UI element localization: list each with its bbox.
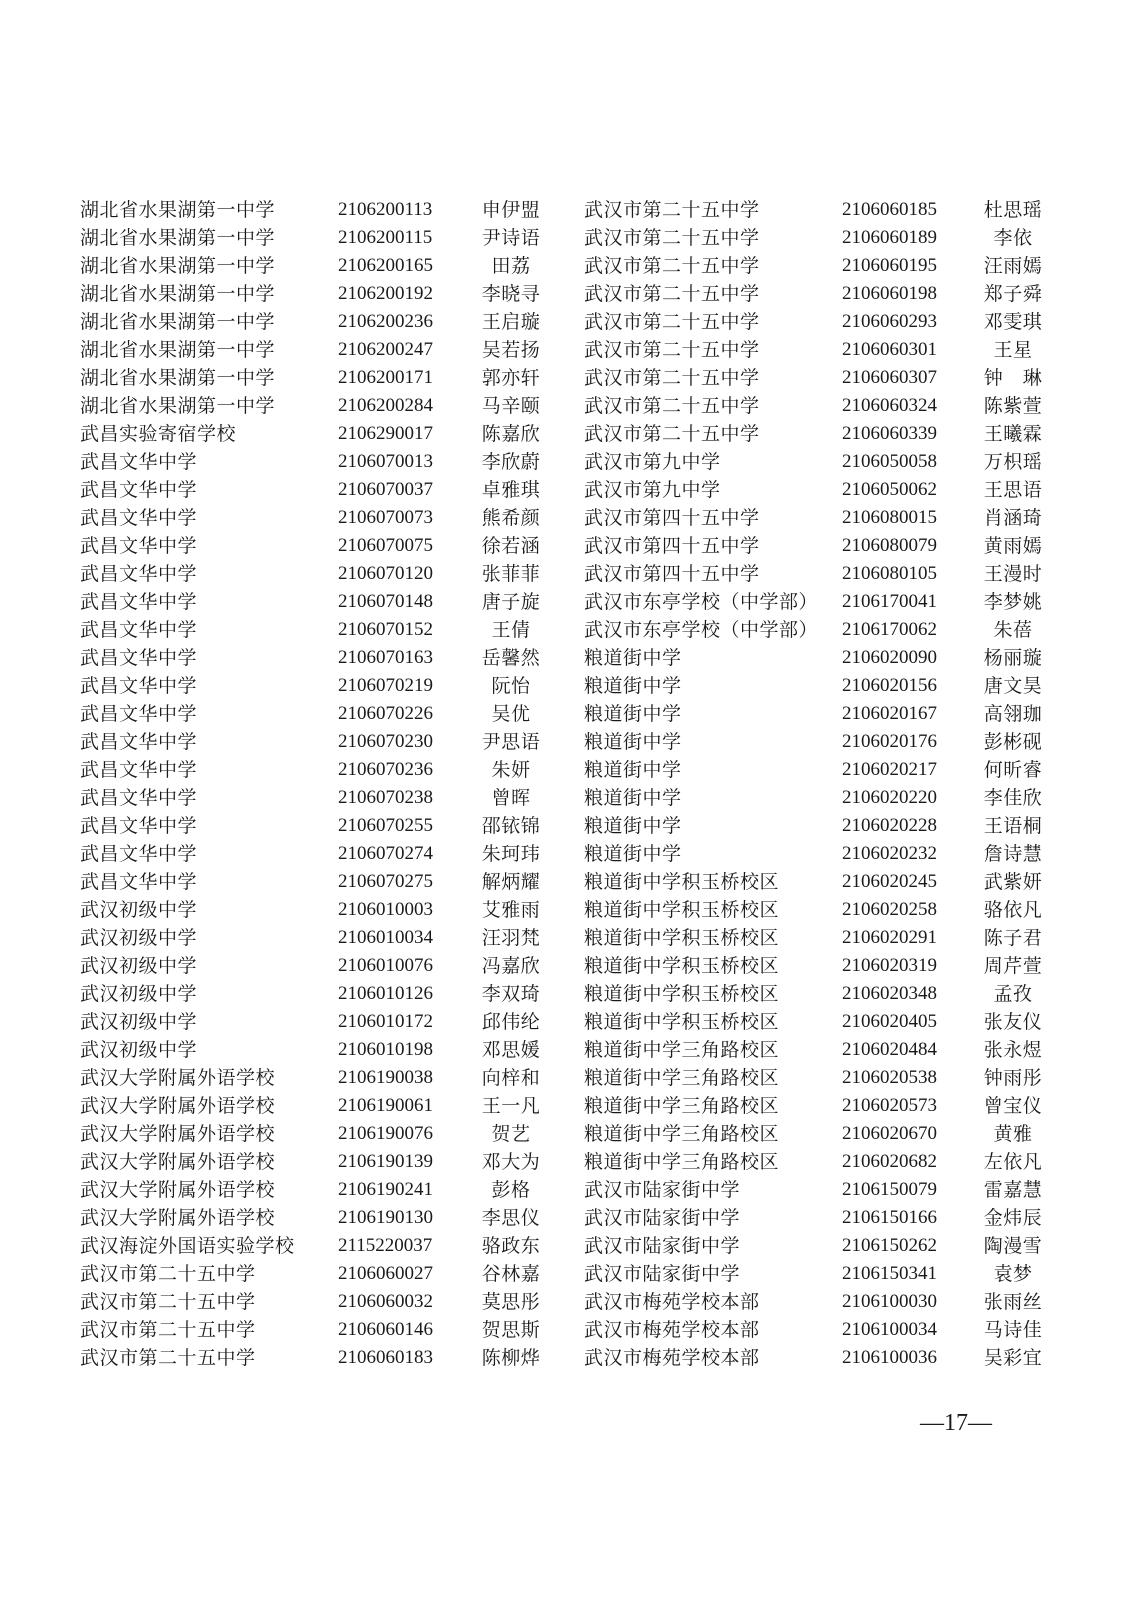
table-row xyxy=(0,1260,1131,1288)
table-row xyxy=(0,1288,1131,1316)
student-id-right: 2106020573 xyxy=(842,1095,937,1116)
student-name-left: 冯嘉欣 xyxy=(481,955,541,977)
school-name-right: 粮道街中学积玉桥校区 xyxy=(584,1011,780,1033)
student-name-left: 尹诗语 xyxy=(481,227,541,249)
student-name-right: 邓雯琪 xyxy=(983,311,1043,333)
student-id-left: 2106190139 xyxy=(338,1151,433,1172)
student-name-left: 邱伟纶 xyxy=(481,1011,541,1033)
student-name-left: 朱珂玮 xyxy=(481,843,541,865)
school-name-left: 武昌文华中学 xyxy=(80,535,198,557)
school-name-right: 粮道街中学积玉桥校区 xyxy=(584,871,780,893)
table-row xyxy=(0,420,1131,448)
student-id-left: 2106190241 xyxy=(338,1179,433,1200)
student-name-left: 邵铱锦 xyxy=(481,815,541,837)
school-name-left: 武汉初级中学 xyxy=(80,899,198,921)
table-row xyxy=(0,252,1131,280)
student-id-left: 2106070219 xyxy=(338,675,433,696)
school-name-right: 武汉市陆家街中学 xyxy=(584,1263,741,1285)
school-name-left: 武汉大学附属外语学校 xyxy=(80,1151,276,1173)
student-name-right: 钟 琳 xyxy=(983,367,1043,389)
student-id-right: 2106020258 xyxy=(842,899,937,920)
table-row xyxy=(0,588,1131,616)
student-id-left: 2106070275 xyxy=(338,871,433,892)
student-id-right: 2106020538 xyxy=(842,1067,937,1088)
student-name-right: 郑子舜 xyxy=(983,283,1043,305)
student-id-left: 2106070238 xyxy=(338,787,433,808)
table-row xyxy=(0,280,1131,308)
school-name-right: 武汉市第四十五中学 xyxy=(584,563,760,585)
student-name-left: 申伊盟 xyxy=(481,199,541,221)
table-row xyxy=(0,1232,1131,1260)
student-name-right: 曾宝仪 xyxy=(983,1095,1043,1117)
student-id-left: 2106290017 xyxy=(338,423,433,444)
student-id-right: 2106060339 xyxy=(842,423,937,444)
student-id-left: 2106190130 xyxy=(338,1207,433,1228)
student-name-right: 李梦姚 xyxy=(983,591,1043,613)
student-name-left: 贺思斯 xyxy=(481,1319,541,1341)
school-name-right: 武汉市第九中学 xyxy=(584,479,721,501)
school-name-left: 武昌文华中学 xyxy=(80,731,198,753)
table-row xyxy=(0,1344,1131,1372)
student-name-right: 钟雨彤 xyxy=(983,1067,1043,1089)
school-name-left: 湖北省水果湖第一中学 xyxy=(80,255,276,277)
student-name-right: 孟孜 xyxy=(993,983,1033,1005)
school-name-right: 武汉市梅苑学校本部 xyxy=(584,1347,760,1369)
school-name-left: 武昌文华中学 xyxy=(80,787,198,809)
page-number: —17— xyxy=(920,1410,992,1436)
school-name-left: 武汉大学附属外语学校 xyxy=(80,1095,276,1117)
school-name-right: 武汉市梅苑学校本部 xyxy=(584,1291,760,1313)
student-name-left: 吴若扬 xyxy=(481,339,541,361)
table-row xyxy=(0,1120,1131,1148)
student-name-right: 杨丽璇 xyxy=(983,647,1043,669)
school-name-right: 粮道街中学 xyxy=(584,787,682,809)
table-row xyxy=(0,336,1131,364)
student-id-right: 2106060189 xyxy=(842,227,937,248)
student-name-right: 何昕睿 xyxy=(983,759,1043,781)
student-id-right: 2106150341 xyxy=(842,1263,937,1284)
school-name-left: 武汉初级中学 xyxy=(80,927,198,949)
table-row xyxy=(0,196,1131,224)
student-name-left: 艾雅雨 xyxy=(481,899,541,921)
student-id-left: 2106070152 xyxy=(338,619,433,640)
student-id-right: 2106050058 xyxy=(842,451,937,472)
student-name-right: 武紫妍 xyxy=(983,871,1043,893)
student-id-left: 2106060027 xyxy=(338,1263,433,1284)
student-name-left: 朱妍 xyxy=(491,759,531,781)
school-name-left: 湖北省水果湖第一中学 xyxy=(80,367,276,389)
student-id-right: 2106020291 xyxy=(842,927,937,948)
table-row xyxy=(0,224,1131,252)
school-name-left: 武汉海淀外国语实验学校 xyxy=(80,1235,295,1257)
student-name-right: 汪雨嫣 xyxy=(983,255,1043,277)
student-id-left: 2106200192 xyxy=(338,283,433,304)
student-name-right: 袁梦 xyxy=(993,1263,1033,1285)
school-name-left: 武昌文华中学 xyxy=(80,759,198,781)
school-name-right: 武汉市第二十五中学 xyxy=(584,395,760,417)
student-id-right: 2106060198 xyxy=(842,283,937,304)
table-row xyxy=(0,1316,1131,1344)
student-name-right: 金炜辰 xyxy=(983,1207,1043,1229)
student-name-left: 曾晖 xyxy=(491,787,531,809)
school-name-right: 粮道街中学 xyxy=(584,815,682,837)
student-id-left: 2106200165 xyxy=(338,255,433,276)
student-id-right: 2106020245 xyxy=(842,871,937,892)
student-name-right: 骆依凡 xyxy=(983,899,1043,921)
student-id-left: 2106060032 xyxy=(338,1291,433,1312)
school-name-left: 湖北省水果湖第一中学 xyxy=(80,227,276,249)
school-name-left: 湖北省水果湖第一中学 xyxy=(80,339,276,361)
student-id-right: 2106020348 xyxy=(842,983,937,1004)
school-name-right: 武汉市第二十五中学 xyxy=(584,227,760,249)
table-row xyxy=(0,868,1131,896)
school-name-left: 武昌文华中学 xyxy=(80,591,198,613)
student-id-left: 2106010198 xyxy=(338,1039,433,1060)
student-id-right: 2106050062 xyxy=(842,479,937,500)
student-name-left: 王启璇 xyxy=(481,311,541,333)
school-name-right: 武汉市第二十五中学 xyxy=(584,283,760,305)
school-name-left: 武昌文华中学 xyxy=(80,647,198,669)
student-name-right: 彭彬砚 xyxy=(983,731,1043,753)
student-id-left: 2106190061 xyxy=(338,1095,433,1116)
student-name-left: 李思仪 xyxy=(481,1207,541,1229)
student-name-right: 黄雅 xyxy=(993,1123,1033,1145)
student-name-left: 陈嘉欣 xyxy=(481,423,541,445)
student-name-right: 张雨丝 xyxy=(983,1291,1043,1313)
school-name-left: 武汉初级中学 xyxy=(80,1039,198,1061)
school-name-left: 武昌文华中学 xyxy=(80,563,198,585)
student-id-right: 2106060301 xyxy=(842,339,937,360)
school-name-right: 粮道街中学 xyxy=(584,843,682,865)
school-name-left: 湖北省水果湖第一中学 xyxy=(80,311,276,333)
student-name-right: 王漫时 xyxy=(983,563,1043,585)
student-id-left: 2106070075 xyxy=(338,535,433,556)
student-name-left: 彭格 xyxy=(491,1179,531,1201)
student-id-right: 2106020176 xyxy=(842,731,937,752)
student-id-right: 2106060324 xyxy=(842,395,937,416)
student-id-left: 2106060146 xyxy=(338,1319,433,1340)
school-name-left: 武汉大学附属外语学校 xyxy=(80,1179,276,1201)
school-name-left: 湖北省水果湖第一中学 xyxy=(80,283,276,305)
student-name-right: 陈子君 xyxy=(983,927,1043,949)
student-id-right: 2106080105 xyxy=(842,563,937,584)
table-row xyxy=(0,392,1131,420)
school-name-right: 粮道街中学积玉桥校区 xyxy=(584,983,780,1005)
school-name-right: 粮道街中学三角路校区 xyxy=(584,1039,780,1061)
school-name-right: 武汉市陆家街中学 xyxy=(584,1179,741,1201)
table-row xyxy=(0,644,1131,672)
school-name-right: 武汉市东亭学校（中学部） xyxy=(584,619,819,641)
student-id-left: 2106070073 xyxy=(338,507,433,528)
student-id-left: 2106070255 xyxy=(338,815,433,836)
student-id-right: 2106020090 xyxy=(842,647,937,668)
table-row xyxy=(0,1092,1131,1120)
student-name-right: 王星 xyxy=(993,339,1033,361)
student-name-left: 谷林嘉 xyxy=(481,1263,541,1285)
student-id-right: 2106100034 xyxy=(842,1319,937,1340)
student-name-right: 詹诗慧 xyxy=(983,843,1043,865)
school-name-right: 武汉市第二十五中学 xyxy=(584,311,760,333)
table-row xyxy=(0,308,1131,336)
student-id-right: 2106170041 xyxy=(842,591,937,612)
student-name-right: 杜思瑶 xyxy=(983,199,1043,221)
school-name-right: 粮道街中学 xyxy=(584,647,682,669)
school-name-right: 粮道街中学积玉桥校区 xyxy=(584,899,780,921)
student-id-right: 2106100036 xyxy=(842,1347,937,1368)
school-name-right: 武汉市第九中学 xyxy=(584,451,721,473)
student-name-left: 王倩 xyxy=(491,619,531,641)
school-name-right: 粮道街中学 xyxy=(584,759,682,781)
student-name-right: 黄雨嫣 xyxy=(983,535,1043,557)
school-name-right: 武汉市陆家街中学 xyxy=(584,1235,741,1257)
student-id-right: 2106060185 xyxy=(842,199,937,220)
student-name-right: 王语桐 xyxy=(983,815,1043,837)
student-name-left: 王一凡 xyxy=(481,1095,541,1117)
student-name-left: 莫思彤 xyxy=(481,1291,541,1313)
student-id-right: 2106020217 xyxy=(842,759,937,780)
student-id-right: 2106020167 xyxy=(842,703,937,724)
student-name-right: 陈紫萱 xyxy=(983,395,1043,417)
table-row xyxy=(0,700,1131,728)
student-id-left: 2106200247 xyxy=(338,339,433,360)
school-name-left: 武汉市第二十五中学 xyxy=(80,1291,256,1313)
student-name-left: 徐若涵 xyxy=(481,535,541,557)
student-id-left: 2106200171 xyxy=(338,367,433,388)
student-id-left: 2106010034 xyxy=(338,927,433,948)
student-id-left: 2106070226 xyxy=(338,703,433,724)
student-name-left: 向梓和 xyxy=(481,1067,541,1089)
student-id-left: 2106070230 xyxy=(338,731,433,752)
student-id-right: 2106020228 xyxy=(842,815,937,836)
student-name-right: 万枳瑶 xyxy=(983,451,1043,473)
student-id-right: 2106150079 xyxy=(842,1179,937,1200)
table-row xyxy=(0,616,1131,644)
school-name-left: 武昌文华中学 xyxy=(80,815,198,837)
school-name-right: 武汉市第二十五中学 xyxy=(584,255,760,277)
school-name-right: 武汉市东亭学校（中学部） xyxy=(584,591,819,613)
student-id-right: 2106150262 xyxy=(842,1235,937,1256)
school-name-left: 武汉初级中学 xyxy=(80,983,198,1005)
student-name-left: 尹思语 xyxy=(481,731,541,753)
student-name-right: 张永煜 xyxy=(983,1039,1043,1061)
school-name-right: 粮道街中学三角路校区 xyxy=(584,1123,780,1145)
table-row xyxy=(0,924,1131,952)
student-id-left: 2106070163 xyxy=(338,647,433,668)
student-id-left: 2106070148 xyxy=(338,591,433,612)
school-name-left: 武昌文华中学 xyxy=(80,675,198,697)
student-name-left: 李晓寻 xyxy=(481,283,541,305)
table-row xyxy=(0,840,1131,868)
table-row xyxy=(0,952,1131,980)
school-name-left: 武汉市第二十五中学 xyxy=(80,1319,256,1341)
table-row xyxy=(0,728,1131,756)
school-name-right: 粮道街中学三角路校区 xyxy=(584,1095,780,1117)
student-id-left: 2106010172 xyxy=(338,1011,433,1032)
school-name-right: 粮道街中学积玉桥校区 xyxy=(584,955,780,977)
table-row xyxy=(0,812,1131,840)
student-name-right: 王曦霖 xyxy=(983,423,1043,445)
school-name-left: 武昌文华中学 xyxy=(80,843,198,865)
school-name-right: 武汉市第二十五中学 xyxy=(584,423,760,445)
student-id-left: 2106010076 xyxy=(338,955,433,976)
student-id-left: 2106070274 xyxy=(338,843,433,864)
table-row xyxy=(0,896,1131,924)
school-name-left: 武昌文华中学 xyxy=(80,479,198,501)
school-name-right: 粮道街中学三角路校区 xyxy=(584,1151,780,1173)
student-id-right: 2106060307 xyxy=(842,367,937,388)
school-name-left: 武汉大学附属外语学校 xyxy=(80,1207,276,1229)
school-name-right: 武汉市第二十五中学 xyxy=(584,367,760,389)
student-name-left: 贺艺 xyxy=(491,1123,531,1145)
student-id-left: 2106200115 xyxy=(338,227,433,248)
school-name-left: 武昌文华中学 xyxy=(80,703,198,725)
student-id-left: 2106190038 xyxy=(338,1067,433,1088)
school-name-right: 武汉市陆家街中学 xyxy=(584,1207,741,1229)
student-id-left: 2106200236 xyxy=(338,311,433,332)
student-id-right: 2106100030 xyxy=(842,1291,937,1312)
school-name-left: 武汉初级中学 xyxy=(80,955,198,977)
student-id-right: 2106020232 xyxy=(842,843,937,864)
student-name-left: 解炳耀 xyxy=(481,871,541,893)
student-name-left: 邓思媛 xyxy=(481,1039,541,1061)
school-name-right: 粮道街中学 xyxy=(584,675,682,697)
school-name-left: 武昌文华中学 xyxy=(80,871,198,893)
student-name-right: 张友仪 xyxy=(983,1011,1043,1033)
student-id-right: 2106020484 xyxy=(842,1039,937,1060)
student-name-left: 张菲菲 xyxy=(481,563,541,585)
table-row xyxy=(0,560,1131,588)
table-row xyxy=(0,476,1131,504)
school-name-right: 武汉市第四十五中学 xyxy=(584,535,760,557)
student-name-left: 唐子旋 xyxy=(481,591,541,613)
student-id-right: 2106060195 xyxy=(842,255,937,276)
table-row xyxy=(0,784,1131,812)
student-name-left: 田荔 xyxy=(491,255,531,277)
school-name-left: 武昌实验寄宿学校 xyxy=(80,423,237,445)
student-name-right: 唐文昊 xyxy=(983,675,1043,697)
table-row xyxy=(0,1008,1131,1036)
student-name-right: 肖涵琦 xyxy=(983,507,1043,529)
school-name-left: 湖北省水果湖第一中学 xyxy=(80,199,276,221)
school-name-left: 湖北省水果湖第一中学 xyxy=(80,395,276,417)
student-id-left: 2106010126 xyxy=(338,983,433,1004)
student-id-left: 2106070120 xyxy=(338,563,433,584)
student-id-left: 2106070037 xyxy=(338,479,433,500)
student-id-right: 2106080079 xyxy=(842,535,937,556)
student-id-right: 2106020405 xyxy=(842,1011,937,1032)
table-row xyxy=(0,1064,1131,1092)
student-id-left: 2106060183 xyxy=(338,1347,433,1368)
table-row xyxy=(0,532,1131,560)
student-name-left: 熊希颜 xyxy=(481,507,541,529)
school-name-left: 武汉大学附属外语学校 xyxy=(80,1123,276,1145)
student-name-left: 郭亦轩 xyxy=(481,367,541,389)
student-id-left: 2106010003 xyxy=(338,899,433,920)
student-id-right: 2106020220 xyxy=(842,787,937,808)
school-name-left: 武昌文华中学 xyxy=(80,507,198,529)
student-name-right: 王思语 xyxy=(983,479,1043,501)
table-row xyxy=(0,756,1131,784)
student-id-right: 2106020156 xyxy=(842,675,937,696)
student-id-right: 2106150166 xyxy=(842,1207,937,1228)
student-name-right: 周芹萱 xyxy=(983,955,1043,977)
student-name-left: 李欣蔚 xyxy=(481,451,541,473)
student-id-left: 2106200284 xyxy=(338,395,433,416)
school-name-left: 武昌文华中学 xyxy=(80,619,198,641)
school-name-left: 武汉大学附属外语学校 xyxy=(80,1067,276,1089)
student-id-right: 2106020319 xyxy=(842,955,937,976)
student-name-left: 阮怡 xyxy=(491,675,531,697)
table-row xyxy=(0,980,1131,1008)
student-name-left: 马辛颐 xyxy=(481,395,541,417)
student-id-left: 2106190076 xyxy=(338,1123,433,1144)
student-name-left: 李双琦 xyxy=(481,983,541,1005)
school-name-left: 武汉市第二十五中学 xyxy=(80,1347,256,1369)
school-name-right: 武汉市第四十五中学 xyxy=(584,507,760,529)
student-id-left: 2106070013 xyxy=(338,451,433,472)
table-row xyxy=(0,448,1131,476)
student-id-right: 2106060293 xyxy=(842,311,937,332)
student-name-right: 吴彩宜 xyxy=(983,1347,1043,1369)
table-row xyxy=(0,504,1131,532)
student-name-left: 陈柳烨 xyxy=(481,1347,541,1369)
student-id-right: 2106020670 xyxy=(842,1123,937,1144)
student-name-left: 吴优 xyxy=(491,703,531,725)
school-name-right: 粮道街中学三角路校区 xyxy=(584,1067,780,1089)
school-name-right: 武汉市第二十五中学 xyxy=(584,199,760,221)
student-name-left: 岳馨然 xyxy=(481,647,541,669)
student-id-left: 2115220037 xyxy=(338,1235,433,1256)
student-name-right: 李佳欣 xyxy=(983,787,1043,809)
roster-table xyxy=(0,196,1131,1372)
student-name-right: 朱蓓 xyxy=(993,619,1033,641)
student-name-left: 卓雅琪 xyxy=(481,479,541,501)
student-name-right: 雷嘉慧 xyxy=(983,1179,1043,1201)
school-name-right: 粮道街中学 xyxy=(584,731,682,753)
student-id-right: 2106170062 xyxy=(842,619,937,640)
student-id-right: 2106020682 xyxy=(842,1151,937,1172)
student-id-right: 2106080015 xyxy=(842,507,937,528)
table-row xyxy=(0,1148,1131,1176)
school-name-left: 武汉市第二十五中学 xyxy=(80,1263,256,1285)
student-name-left: 汪羽梵 xyxy=(481,927,541,949)
student-name-left: 骆政东 xyxy=(481,1235,541,1257)
table-row xyxy=(0,672,1131,700)
school-name-right: 粮道街中学积玉桥校区 xyxy=(584,927,780,949)
table-row xyxy=(0,1204,1131,1232)
school-name-left: 武昌文华中学 xyxy=(80,451,198,473)
student-name-left: 邓大为 xyxy=(481,1151,541,1173)
school-name-left: 武汉初级中学 xyxy=(80,1011,198,1033)
school-name-right: 粮道街中学 xyxy=(584,703,682,725)
table-row xyxy=(0,1176,1131,1204)
student-name-right: 马诗佳 xyxy=(983,1319,1043,1341)
student-name-right: 陶漫雪 xyxy=(983,1235,1043,1257)
school-name-right: 武汉市梅苑学校本部 xyxy=(584,1319,760,1341)
student-name-right: 李依 xyxy=(993,227,1033,249)
student-name-right: 左依凡 xyxy=(983,1151,1043,1173)
student-id-left: 2106070236 xyxy=(338,759,433,780)
student-id-left: 2106200113 xyxy=(338,199,433,220)
school-name-right: 武汉市第二十五中学 xyxy=(584,339,760,361)
table-row xyxy=(0,364,1131,392)
table-row xyxy=(0,1036,1131,1064)
student-name-right: 高翎珈 xyxy=(983,703,1043,725)
